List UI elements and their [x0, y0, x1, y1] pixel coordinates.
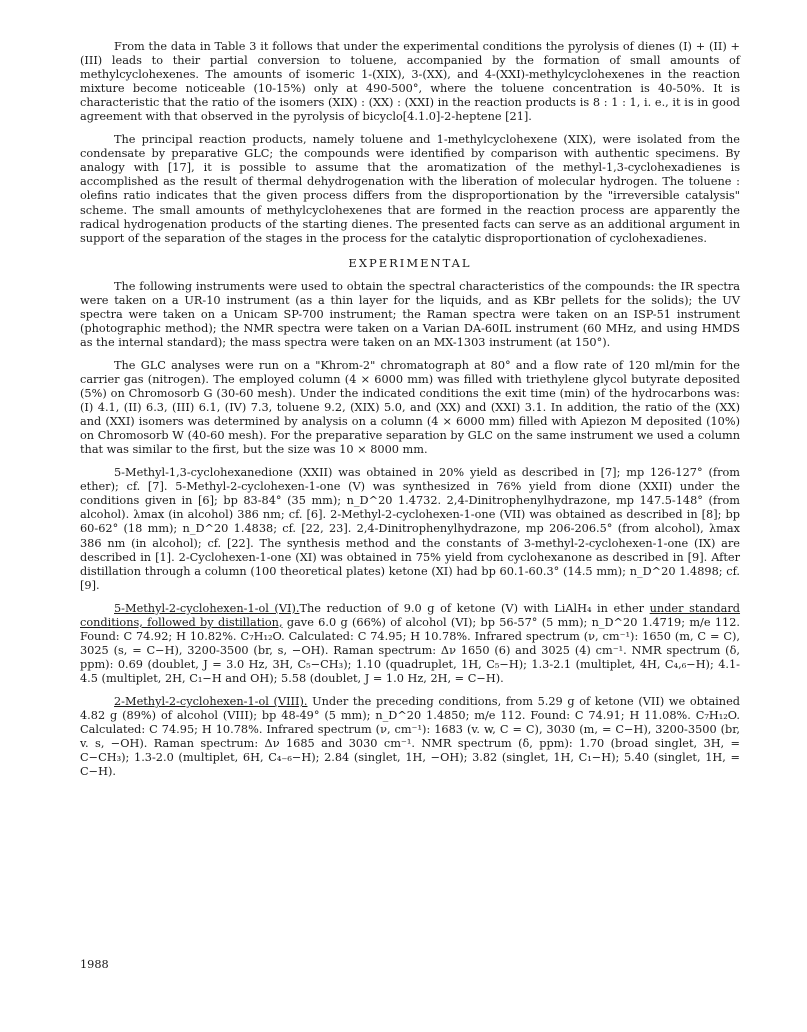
paragraph-1: From the data in Table 3 it follows that under the experimental conditions the pyrolysis of dienes (I) + (II) + (III) leads to their partial conversion to toluene, accompanied by the formation of small amounts of methylcyclohexenes. The amounts of isomeric 1-(XIX), 3-(XX), and 4-(XXI)-methylcyclohexenes in the reaction mixture become noticeable (10-15%) only at 490-500°, where the toluene concentration is 40-50%. It is characteristic that the ratio of the isomers (XIX) : (XX) : (XXI) in the reaction products is 8 : 1 : 1, i. e., it is in good agreement with that observed in the pyrolysis of bicyclo[4.1.0]-2-heptene [21].	[80, 40, 740, 124]
compound-vi-title: 5-Methyl-2-cyclohexen-1-ol (VI).	[114, 601, 300, 615]
paragraph-compound-viii	[80, 695, 740, 779]
paragraph-instruments: The following instruments were used to obtain the spectral characteristics of the compounds: the IR spectra were taken on a UR-10 instrument (as a thin layer for the liquids, and as KBr pellets for the solids); the UV spectra were taken on a Unicam SP-700 instrument; the Raman spectra were taken on an ISP-51 instrument (photographic method); the NMR spectra were taken on a Varian DA-60IL instrument (60 MHz, and using HMDS as the internal standard); the mass spectra were taken on an MX-1303 instrument (at 150°).	[80, 279, 740, 349]
paragraph-2: The principal reaction products, namely toluene and 1-methylcyclohexene (XIX), were isolated from the condensate by preparative GLC; the compounds were identified by comparison with authentic specimens. By analogy with [17], it is possible to assume that the aromatization of the methyl-1,3-cyclohexadienes is accomplished as the result of thermal dehydrogenation with the liberation of molecular hydrogen. The toluene : olefins ratio indicates that the given process differs from the disproportionation by the "irreversible catalysis" scheme. The small amounts of methylcyclohexenes that are formed in the reaction process are apparently the radical hydrogenation products of the starting dienes. The presented facts can serve as an additional argument in support of the separation of the stages in the process for the catalytic disproportionation of cyclohexadienes.	[80, 133, 740, 245]
paragraph-glc: The GLC analyses were run on a "Khrom-2" chromatograph at 80° and a flow rate of 120 ml/min for the carrier gas (nitrogen). The employed column (4 × 6000 mm) was filled with triethylene glycol butyrate deposited (5%) on Chromosorb G (30-60 mesh). Under the indicated conditions the exit time (min) of the hydrocarbons was: (I) 4.1, (II) 6.3, (III) 6.1, (IV) 7.3, toluene 9.2, (XIX) 5.0, and (XX) and (XXI) 3.1. In addition, the ratio of the (XX) and (XXI) isomers was determined by analysis on a column (4 × 6000 mm) filled with Apiezon M deposited (10%) on Chromosorb W (40-60 mesh). For the preparative separation by GLC on the same instrument we used a column that was similar to the first, but the size was 10 × 8000 mm.	[80, 358, 740, 457]
compound-vi-conditions: under standard conditions, followed by distillation,	[80, 601, 741, 629]
page-number: 1988	[80, 958, 109, 971]
compound-viii-title: 2-Methyl-2-cyclohexen-1-ol (VIII).	[114, 694, 308, 708]
section-heading-experimental: EXPERIMENTAL	[348, 255, 472, 270]
compound-vi-text-b: gave 6.0 g (66%) of alcohol (VI); bp 56-57° (5 mm); n_D^20 1.4719; m/e 112. Found: C 74.92; H 10.82%. C₇H₁₂O. Calculated: C 74.95; H 10.78%. Infrared spectrum (ν, cm⁻¹): 1650 (m, C = C), 3025 (s, = C−H), 3200-3500 (br, s, −OH). Raman spectrum: Δν 1650 (6) and 3025 (4) cm⁻¹. NMR spectrum (δ, ppm): 0.69 (doublet, J = 3.0 Hz, 3H, C₅−CH₃); 1.10 (quadruplet, 1H, C₅−H); 1.3-2.1 (multiplet, 4H, C₄,₆−H); 4.1-4.5 (multiplet, 2H, C₁−H and OH); 5.58 (doublet, J = 1.0 Hz, 2H, = C−H).	[80, 615, 740, 685]
compound-viii-text: Under the preceding conditions, from 5.29 g of ketone (VII) we obtained 4.82 g (89%) of alcohol (VIII); bp 48-49° (5 mm); n_D^20 1.4850; m/e 112. Found: C 74.91; H 11.08%. C₇H₁₂O. Calculated: C 74.95; H 10.78%. Infrared spectrum (ν, cm⁻¹): 1683 (v. w, C = C), 3030 (m, = C−H), 3200-3500 (br, v. s, −OH). Raman spectrum: Δν 1685 and 3030 cm⁻¹. NMR spectrum (δ, ppm): 1.70 (broad singlet, 3H, = C−CH₃); 1.3-2.0 (multiplet, 6H, C₄₋₆−H); 2.84 (singlet, 1H, −OH); 3.82 (singlet, 1H, C₁−H); 5.40 (singlet, 1H, = C−H).	[80, 694, 740, 779]
paragraph-syntheses: 5-Methyl-1,3-cyclohexanedione (XXII) was obtained in 20% yield as described in [7]; mp 126-127° (from ether); cf. [7]. 5-Methyl-2-cyclohexen-1-one (V) was synthesized in 76% yield from dione (XXII) under the conditions given in [6]; bp 83-84° (35 mm); n_D^20 1.4732. 2,4-Dinitrophenylhydrazone, mp 147.5-148° (from alcohol). λmax (in alcohol) 386 nm; cf. [6]. 2-Methyl-2-cyclohexen-1-one (VII) was obtained as described in [8]; bp 60-62° (18 mm); n_D^20 1.4838; cf. [22, 23]. 2,4-Dinitrophenylhydrazone, mp 206-206.5° (from alcohol), λmax 386 nm (in alcohol); cf. [22]. The synthesis method and the constants of 3-methyl-2-cyclohexen-1-one (IX) are described in [1]. 2-Cyclohexen-1-one (XI) was obtained in 75% yield from cyclohexanone as described in [9]. After distillation through a column (100 theoretical plates) ketone (XI) had bp 60.1-60.3° (14.5 mm); n_D^20 1.4898; cf. [9].	[80, 466, 740, 592]
paragraph-compound-vi	[80, 602, 740, 686]
compound-vi-text-a: The reduction of 9.0 g of ketone (V) with LiAlH₄ in ether	[299, 601, 650, 615]
page-body	[80, 40, 740, 788]
